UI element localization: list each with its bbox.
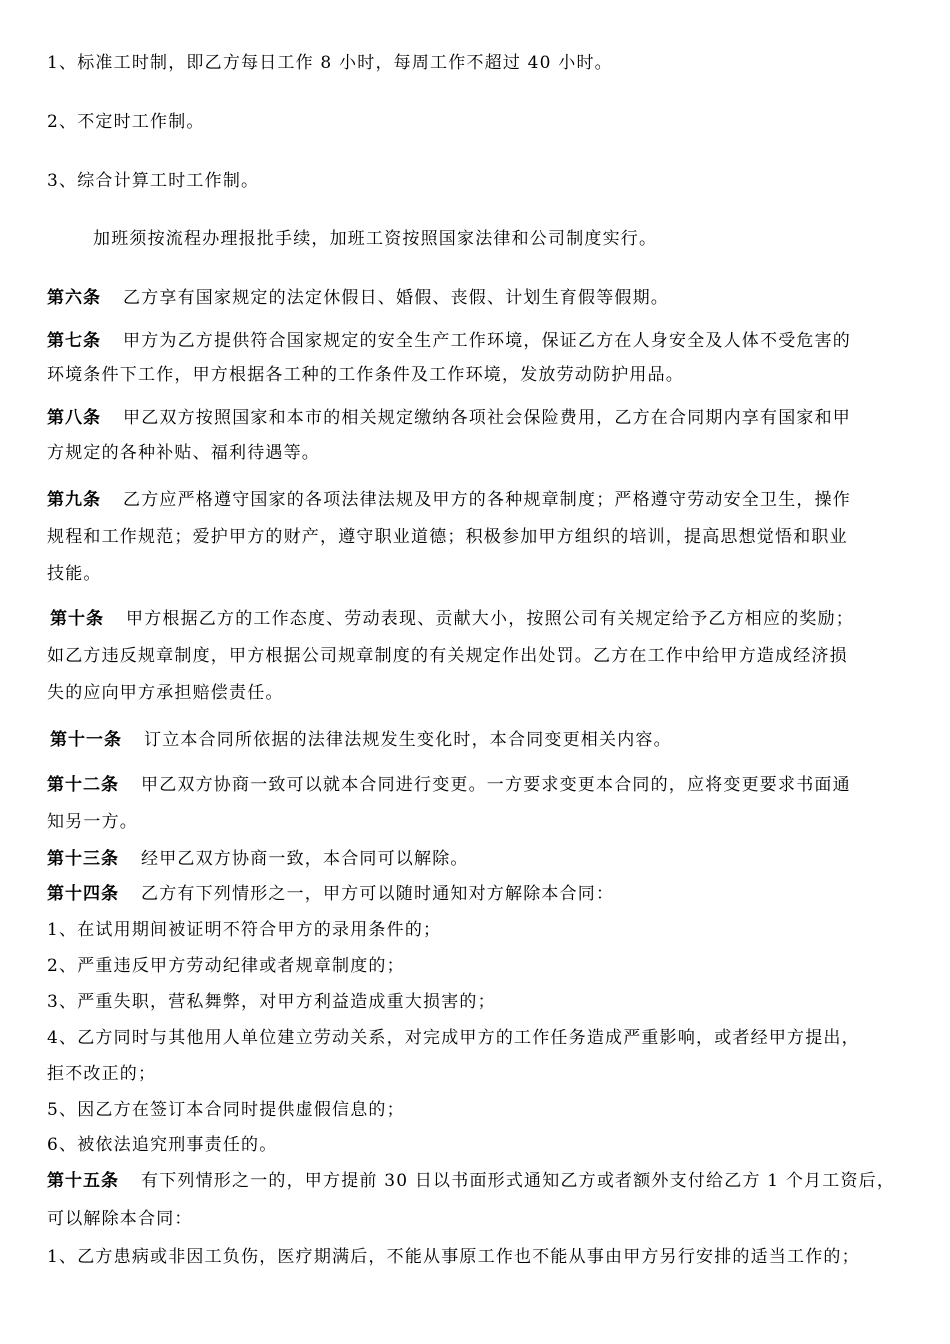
line-text: 如乙方违反规章制度，甲方根据公司规章制度的有关规定作出处罚。乙方在工作中给甲方造成经济损 xyxy=(47,646,848,666)
article-label: 第十五条 xyxy=(47,1171,119,1191)
line-text: 乙方有下列情形之一，甲方可以随时通知对方解除本合同： xyxy=(141,884,615,904)
article-14 xyxy=(47,884,614,904)
line-text: 方规定的各种补贴、福利待遇等。 xyxy=(47,443,320,463)
work-hours-item-3 xyxy=(47,171,259,191)
line-text: 甲方根据乙方的工作态度、劳动表现、贡献大小，按照公司有关规定给予乙方相应的奖励； xyxy=(126,609,854,629)
article-15 xyxy=(47,1171,895,1191)
line-text: 知另一方。 xyxy=(47,812,138,832)
line-text: 3、综合计算工时工作制。 xyxy=(47,171,260,191)
list-item xyxy=(47,1135,277,1155)
line-text: 1、在试用期间被证明不符合甲方的录用条件的； xyxy=(47,920,442,940)
line-text: 乙方应严格遵守国家的各项法律法规及甲方的各种规章制度；严格遵守劳动安全卫生，操作 xyxy=(123,490,851,510)
line-text: 2、不定时工作制。 xyxy=(47,112,205,132)
list-item xyxy=(47,992,496,1012)
list-item xyxy=(47,1028,860,1048)
article-7-cont xyxy=(47,365,684,385)
line-text: 订立本合同所依据的法律法规发生变化时，本合同变更相关内容。 xyxy=(144,730,672,750)
overtime-paragraph xyxy=(93,229,657,249)
article-6 xyxy=(47,288,669,308)
line-text: 6、被依法追究刑事责任的。 xyxy=(47,1135,278,1155)
article-8-cont xyxy=(47,443,320,463)
line-text: 经甲乙双方协商一致，本合同可以解除。 xyxy=(141,849,469,869)
line-text: 可以解除本合同： xyxy=(47,1209,193,1229)
article-12 xyxy=(47,775,851,795)
line-text: 1、乙方患病或非因工负伤，医疗期满后，不能从事原工作也不能从事由甲方另行安排的适当工作的； xyxy=(47,1247,860,1267)
article-9-cont xyxy=(47,564,102,584)
line-text: 环境条件下工作，甲方根据各工种的工作条件及工作环境，发放劳动防护用品。 xyxy=(47,365,684,385)
line-text: 甲方为乙方提供符合国家规定的安全生产工作环境，保证乙方在人身安全及人体不受危害的 xyxy=(123,331,851,351)
line-text: 拒不改正的； xyxy=(47,1064,157,1084)
line-text: 加班须按流程办理报批手续，加班工资按照国家法律和公司制度实行。 xyxy=(93,229,658,249)
article-13 xyxy=(47,849,469,869)
article-15-cont xyxy=(47,1209,193,1229)
line-text: 4、乙方同时与其他用人单位建立劳动关系，对完成甲方的工作任务造成严重影响，或者经甲方提出， xyxy=(47,1028,860,1048)
line-text: 2、严重违反甲方劳动纪律或者规章制度的； xyxy=(47,956,405,976)
work-hours-item-2 xyxy=(47,112,205,132)
article-8 xyxy=(47,408,851,428)
article-label: 第十四条 xyxy=(47,884,119,904)
line-text: 失的应向甲方承担赔偿责任。 xyxy=(47,683,284,703)
list-item-cont xyxy=(47,1064,156,1084)
line-text: 乙方享有国家规定的法定休假日、婚假、丧假、计划生育假等假期。 xyxy=(123,288,669,308)
line-text: 技能。 xyxy=(47,564,102,584)
article-label: 第十三条 xyxy=(47,849,119,869)
article-10 xyxy=(50,609,854,629)
line-text: 3、严重失职，营私舞弊，对甲方利益造成重大损害的； xyxy=(47,992,496,1012)
work-hours-item-1 xyxy=(47,53,613,73)
article-label: 第十一条 xyxy=(50,730,122,750)
line-text: 甲乙双方按照国家和本市的相关规定缴纳各项社会保险费用，乙方在合同期内享有国家和甲 xyxy=(123,408,851,428)
article-label: 第九条 xyxy=(47,490,101,510)
list-item xyxy=(47,1247,860,1267)
line-text: 1、标准工时制，即乙方每日工作 8 小时，每周工作不超过 40 小时。 xyxy=(47,53,613,73)
article-10-cont xyxy=(47,683,284,703)
article-label: 第八条 xyxy=(47,408,101,428)
article-label: 第十条 xyxy=(50,609,104,629)
article-9-cont xyxy=(47,527,848,547)
line-text: 5、因乙方在签订本合同时提供虚假信息的； xyxy=(47,1100,405,1120)
article-11 xyxy=(50,730,672,750)
list-item xyxy=(47,1100,405,1120)
article-7 xyxy=(47,331,851,351)
article-label: 第七条 xyxy=(47,331,101,351)
article-label: 第十二条 xyxy=(47,775,119,795)
list-item xyxy=(47,956,405,976)
article-10-cont xyxy=(47,646,848,666)
list-item xyxy=(47,920,441,940)
article-9 xyxy=(47,490,851,510)
line-text: 有下列情形之一的，甲方提前 30 日以书面形式通知乙方或者额外支付给乙方 1 个月工资后， xyxy=(141,1171,896,1191)
article-12-cont xyxy=(47,812,138,832)
line-text: 甲乙双方协商一致可以就本合同进行变更。一方要求变更本合同的，应将变更要求书面通 xyxy=(141,775,851,795)
line-text: 规程和工作规范；爱护甲方的财产，遵守职业道德；积极参加甲方组织的培训，提高思想觉悟和职业 xyxy=(47,527,848,547)
article-label: 第六条 xyxy=(47,288,101,308)
